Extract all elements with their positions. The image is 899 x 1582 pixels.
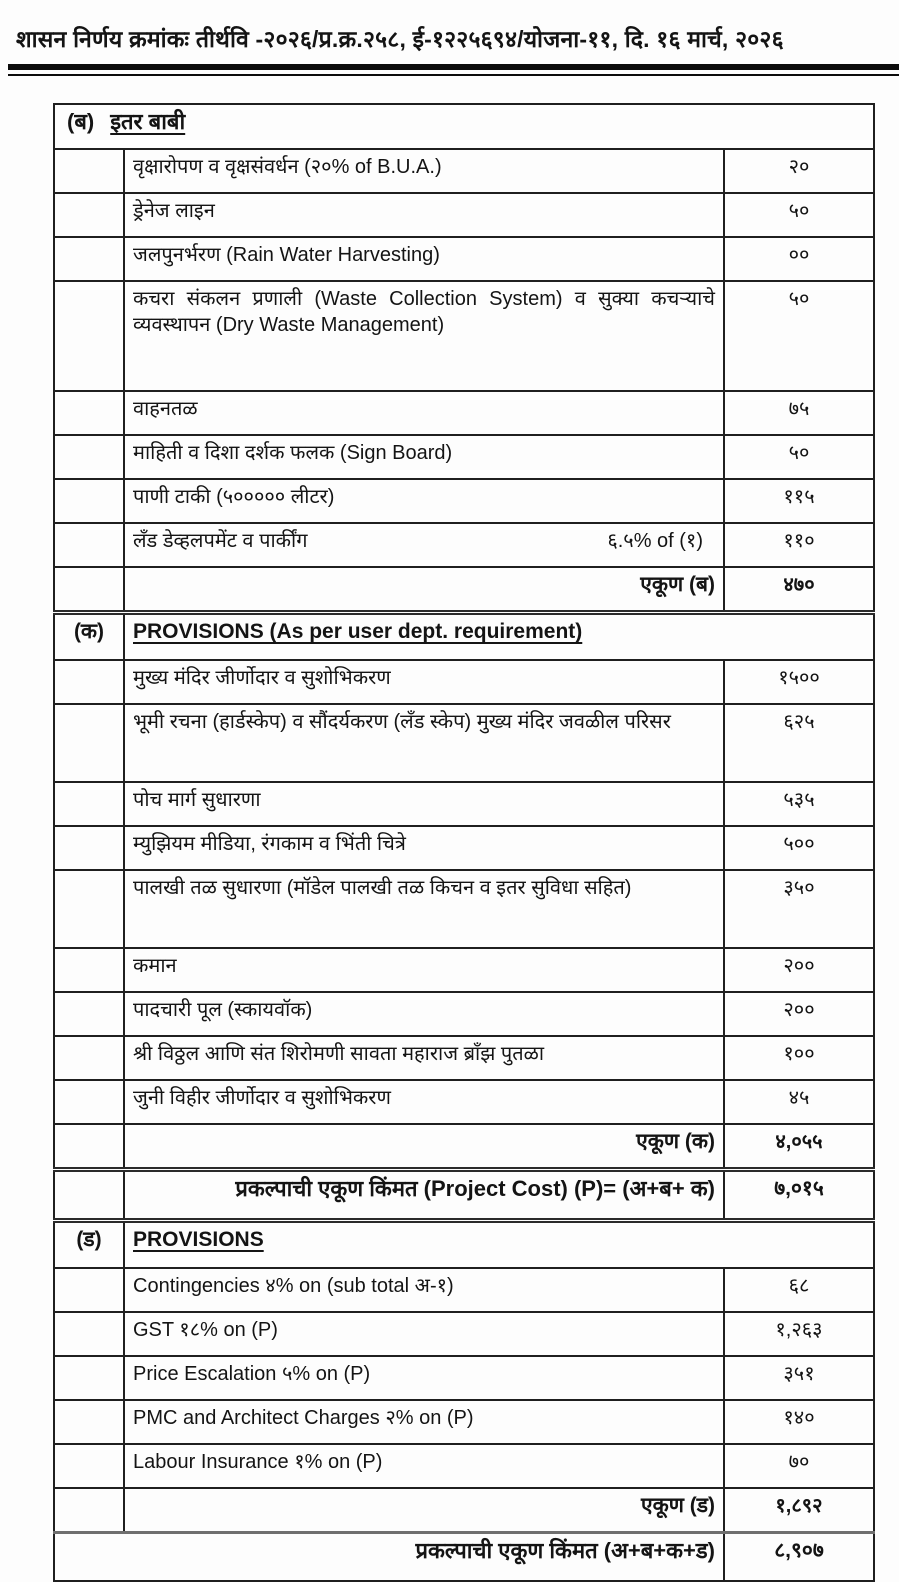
item-desc-cell: म्युझियम मीडिया, रंगकाम व भिंती चित्रे: [124, 826, 724, 870]
item-value-cell: १,२६३: [724, 1312, 874, 1356]
blank-cell: [54, 1400, 124, 1444]
item-value-cell: ५०: [724, 435, 874, 479]
item-value-cell: ६८: [724, 1268, 874, 1312]
item-desc-cell: ड्रेनेज लाइन: [124, 193, 724, 237]
item-value-cell: ११५: [724, 479, 874, 523]
item-desc-cell: लँड डेव्हलपमेंट व पार्कींग ६.५% of (१): [124, 523, 724, 567]
table-row: [54, 1268, 874, 1312]
total-label-cell: प्रकल्पाची एकूण किंमत (Project Cost) (P)= (अ+ब+ क): [124, 1170, 724, 1221]
total-value-cell: ४,०५५: [724, 1124, 874, 1170]
item-desc-cell: जलपुनर्भरण (Rain Water Harvesting): [124, 237, 724, 281]
item-desc-cell: पोच मार्ग सुधारणा: [124, 782, 724, 826]
header-divider: [8, 64, 899, 76]
item-desc-cell: PMC and Architect Charges २% on (P): [124, 1400, 724, 1444]
table-row: [54, 1400, 874, 1444]
item-desc-cell: माहिती व दिशा दर्शक फलक (Sign Board): [124, 435, 724, 479]
item-value-cell: ५०: [724, 281, 874, 391]
table-row: [54, 1444, 874, 1488]
gr-number-line: शासन निर्णय क्रमांकः तीर्थवि -२०२६/प्र.क्र.२५८, ई-१२२५६९४/योजना-११, दि. १६ मार्च, २०२६: [16, 26, 784, 52]
section-label-cell: (क): [54, 613, 124, 661]
item-value-cell: ५००: [724, 826, 874, 870]
cost-table: [53, 103, 875, 1582]
blank-cell: [54, 1312, 124, 1356]
blank-cell: [54, 870, 124, 948]
item-value-cell: २००: [724, 992, 874, 1036]
table-row: [54, 1036, 874, 1080]
item-value-cell: ३५१: [724, 1356, 874, 1400]
item-desc-cell: पाणी टाकी (५००००० लीटर): [124, 479, 724, 523]
item-desc-cell: श्री विठ्ठल आणि संत शिरोमणी सावता महाराज ब्राँझ पुतळा: [124, 1036, 724, 1080]
table-row: [54, 613, 874, 661]
total-value-cell: ७,०१५: [724, 1170, 874, 1221]
item-value-cell: ५३५: [724, 782, 874, 826]
item-value-cell: ००: [724, 237, 874, 281]
item-value-cell: १४०: [724, 1400, 874, 1444]
blank-cell: [54, 281, 124, 391]
item-note: ६.५% of (१): [607, 530, 703, 552]
table-row: [54, 104, 874, 149]
table-row: [54, 1356, 874, 1400]
item-desc-cell: Price Escalation ५% on (P): [124, 1356, 724, 1400]
table-row: [54, 992, 874, 1036]
total-label-cell: एकूण (ड): [124, 1488, 724, 1533]
blank-cell: [54, 1170, 124, 1221]
blank-cell: [54, 826, 124, 870]
item-desc-cell: कचरा संकलन प्रणाली (Waste Collection System) व सुक्या कचऱ्याचे व्यवस्थापन (Dry Waste Management): [124, 281, 724, 391]
table-row: [54, 391, 874, 435]
blank-cell: [54, 237, 124, 281]
item-value-cell: १५००: [724, 660, 874, 704]
item-desc-cell: कमान: [124, 948, 724, 992]
table-row: [54, 281, 874, 391]
item-value-cell: १००: [724, 1036, 874, 1080]
table-row: [54, 782, 874, 826]
blank-cell: [54, 992, 124, 1036]
item-value-cell: ७०: [724, 1444, 874, 1488]
blank-cell: [54, 1488, 124, 1533]
item-value-cell: ६२५: [724, 704, 874, 782]
total-value-cell: ४७०: [724, 567, 874, 613]
table-row: [54, 1533, 874, 1582]
blank-cell: [54, 567, 124, 613]
table-row: [54, 237, 874, 281]
table-row: [54, 870, 874, 948]
cost-table-body: [54, 104, 874, 1581]
table-row: [54, 1080, 874, 1124]
blank-cell: [54, 523, 124, 567]
item-value-cell: २००: [724, 948, 874, 992]
item-value-cell: ५०: [724, 193, 874, 237]
table-row: [54, 1312, 874, 1356]
item-desc-cell: पादचारी पूल (स्कायवॉक): [124, 992, 724, 1036]
item-value-cell: ११०: [724, 523, 874, 567]
blank-cell: [54, 193, 124, 237]
table-row: [54, 479, 874, 523]
total-label-cell: एकूण (क): [124, 1124, 724, 1170]
item-desc-cell: Contingencies ४% on (sub total अ-१): [124, 1268, 724, 1312]
blank-cell: [54, 948, 124, 992]
section-label: (ब): [67, 109, 95, 134]
section-title-cell: [124, 613, 874, 661]
item-desc-cell: Labour Insurance १% on (P): [124, 1444, 724, 1488]
table-row: [54, 1221, 874, 1269]
item-desc-cell: वृक्षारोपण व वृक्षसंवर्धन (२०% of B.U.A.): [124, 149, 724, 193]
item-desc-cell: मुख्य मंदिर जीर्णोदार व सुशोभिकरण: [124, 660, 724, 704]
table-row: [54, 1488, 874, 1533]
item-desc-cell: GST १८% on (P): [124, 1312, 724, 1356]
blank-cell: [54, 1080, 124, 1124]
blank-cell: [54, 1444, 124, 1488]
item-value-cell: ४५: [724, 1080, 874, 1124]
blank-cell: [54, 660, 124, 704]
table-row: [54, 704, 874, 782]
table-row: [54, 435, 874, 479]
item-value-cell: ३५०: [724, 870, 874, 948]
blank-cell: [54, 782, 124, 826]
section-title: इतर बाबी: [110, 109, 186, 134]
item-desc-cell: जुनी विहीर जीर्णोदार व सुशोभिकरण: [124, 1080, 724, 1124]
blank-cell: [54, 1124, 124, 1170]
total-label-cell: एकूण (ब): [124, 567, 724, 613]
item-value-cell: २०: [724, 149, 874, 193]
item-desc-cell: पालखी तळ सुधारणा (मॉडेल पालखी तळ किचन व इतर सुविधा सहित): [124, 870, 724, 948]
table-row: [54, 660, 874, 704]
table-row: [54, 149, 874, 193]
blank-cell: [54, 1036, 124, 1080]
blank-cell: [54, 435, 124, 479]
item-desc-cell: भूमी रचना (हार्डस्केप) व सौंदर्यकरण (लँड स्केप) मुख्य मंदिर जवळील परिसर: [124, 704, 724, 782]
blank-cell: [54, 1356, 124, 1400]
grand-total-value-cell: ८,९०७: [724, 1533, 874, 1582]
item-desc-cell: वाहनतळ: [124, 391, 724, 435]
section-title: PROVISIONS (As per user dept. requirement): [133, 620, 583, 643]
table-row: [54, 826, 874, 870]
blank-cell: [54, 391, 124, 435]
table-row: [54, 948, 874, 992]
blank-cell: [54, 479, 124, 523]
blank-cell: [54, 704, 124, 782]
table-row: [54, 567, 874, 613]
table-row: [54, 1170, 874, 1221]
section-title: PROVISIONS: [133, 1228, 264, 1251]
section-label-cell: (ड): [54, 1221, 124, 1269]
total-value-cell: १,८९२: [724, 1488, 874, 1533]
item-value-cell: ७५: [724, 391, 874, 435]
blank-cell: [54, 149, 124, 193]
blank-cell: [54, 1268, 124, 1312]
table-row: [54, 1124, 874, 1170]
grand-total-label-cell: प्रकल्पाची एकूण किंमत (अ+ब+क+ड): [54, 1533, 724, 1582]
section-header-cell: [54, 104, 874, 149]
table-row: [54, 193, 874, 237]
table-row: [54, 523, 874, 567]
section-title-cell: [124, 1221, 874, 1269]
